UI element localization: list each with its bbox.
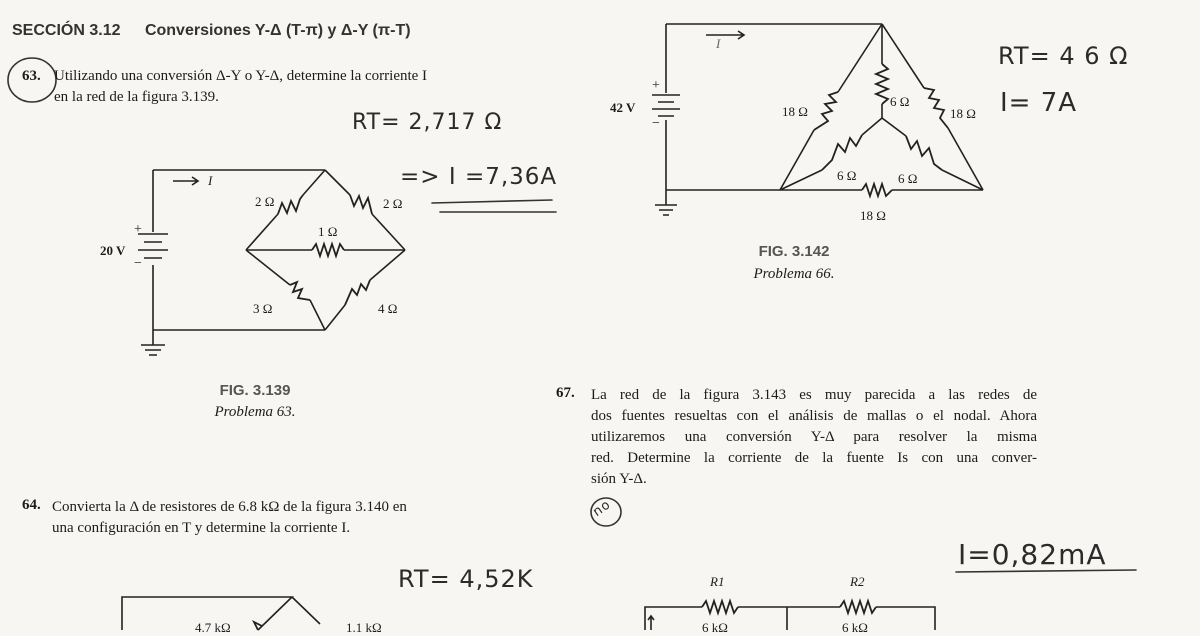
c139-r-middle: 1 Ω xyxy=(318,224,338,239)
c139-plus-sign: + xyxy=(134,222,142,237)
c139-r-top-left: 2 Ω xyxy=(255,194,275,209)
c142-minus-sign: − xyxy=(652,116,660,131)
c142-r-left: 18 Ω xyxy=(782,104,808,119)
problem-67-line-5: sión Y-Δ. xyxy=(591,471,647,487)
c143-r2-value: 6 kΩ xyxy=(842,620,868,635)
c140-r-left: 4.7 kΩ xyxy=(195,620,231,635)
figure-3-139-caption: Problema 63. xyxy=(214,404,296,420)
c139-r-bottom-left: 3 Ω xyxy=(253,301,273,316)
problem-67-line-3: utilizaremos una conversión Y-Δ para resolver la misma xyxy=(591,429,1037,445)
c139-current-label: I xyxy=(208,173,213,188)
problem-67-line-4: red. Determine la corriente de la fuente Is con una conver- xyxy=(591,450,1037,466)
problem-63-hand-rt: RT= 2,717 Ω xyxy=(352,110,503,135)
c140-r-right: 1.1 kΩ xyxy=(346,620,382,635)
c143-r1-label: R1 xyxy=(710,574,725,589)
figure-3-142-label: FIG. 3.142 xyxy=(758,243,830,260)
problem-67-line-2: dos fuentes resueltas con el análisis de mallas o el nodal. Ahora xyxy=(591,408,1037,424)
figure-3-139-label: FIG. 3.139 xyxy=(219,382,291,399)
problem-66-hand-rt: RT= 4 6 Ω xyxy=(998,42,1129,70)
problem-67-circled-note: no xyxy=(590,497,614,520)
c139-minus-sign: − xyxy=(134,256,142,271)
problem-67-number: 67. xyxy=(556,385,575,401)
c139-r-bottom-right: 4 Ω xyxy=(378,301,398,316)
problem-63-line-1: Utilizando una conversión Δ-Y o Y-Δ, determine la corriente I xyxy=(54,68,428,84)
c143-r1-value: 6 kΩ xyxy=(702,620,728,635)
problem-66-hand-current: I= 7A xyxy=(1000,88,1078,118)
problem-67-line-1: La red de la figura 3.143 es muy parecida a las redes de xyxy=(591,387,1037,403)
c142-r-inner-left: 6 Ω xyxy=(837,168,857,183)
problem-67-hand-current: I=0,82mA xyxy=(958,538,1107,571)
c142-r-center: 6 Ω xyxy=(890,94,910,109)
c142-r-inner-right: 6 Ω xyxy=(898,171,918,186)
problem-64-number: 64. xyxy=(22,497,41,513)
problem-63-line-2: en la red de la figura 3.139. xyxy=(54,89,219,105)
figure-3-142-caption: Problema 66. xyxy=(753,266,835,282)
c139-source-label: 20 V xyxy=(100,243,126,258)
c142-plus-sign: + xyxy=(652,78,660,93)
problem-64-line-1: Convierta la Δ de resistores de 6.8 kΩ de la figura 3.140 en xyxy=(52,499,407,515)
c142-r-right: 18 Ω xyxy=(950,106,976,121)
problem-64-hand-rt: RT= 4,52K xyxy=(398,565,534,593)
c142-current-label: I xyxy=(716,36,721,51)
section-number: SECCIÓN 3.12 xyxy=(12,22,121,39)
c142-source-label: 42 V xyxy=(610,100,636,115)
section-heading: Conversiones Y-Δ (T-π) y Δ-Y (π-T) xyxy=(144,22,411,39)
problem-63-number: 63. xyxy=(22,68,41,84)
c142-r-bottom: 18 Ω xyxy=(860,208,886,223)
c143-r2-label: R2 xyxy=(850,574,865,589)
problem-63-hand-current: => I =7,36A xyxy=(400,164,558,190)
problem-64-line-2: una configuración en T y determine la corriente I. xyxy=(52,520,351,536)
c139-r-top-right: 2 Ω xyxy=(383,196,403,211)
